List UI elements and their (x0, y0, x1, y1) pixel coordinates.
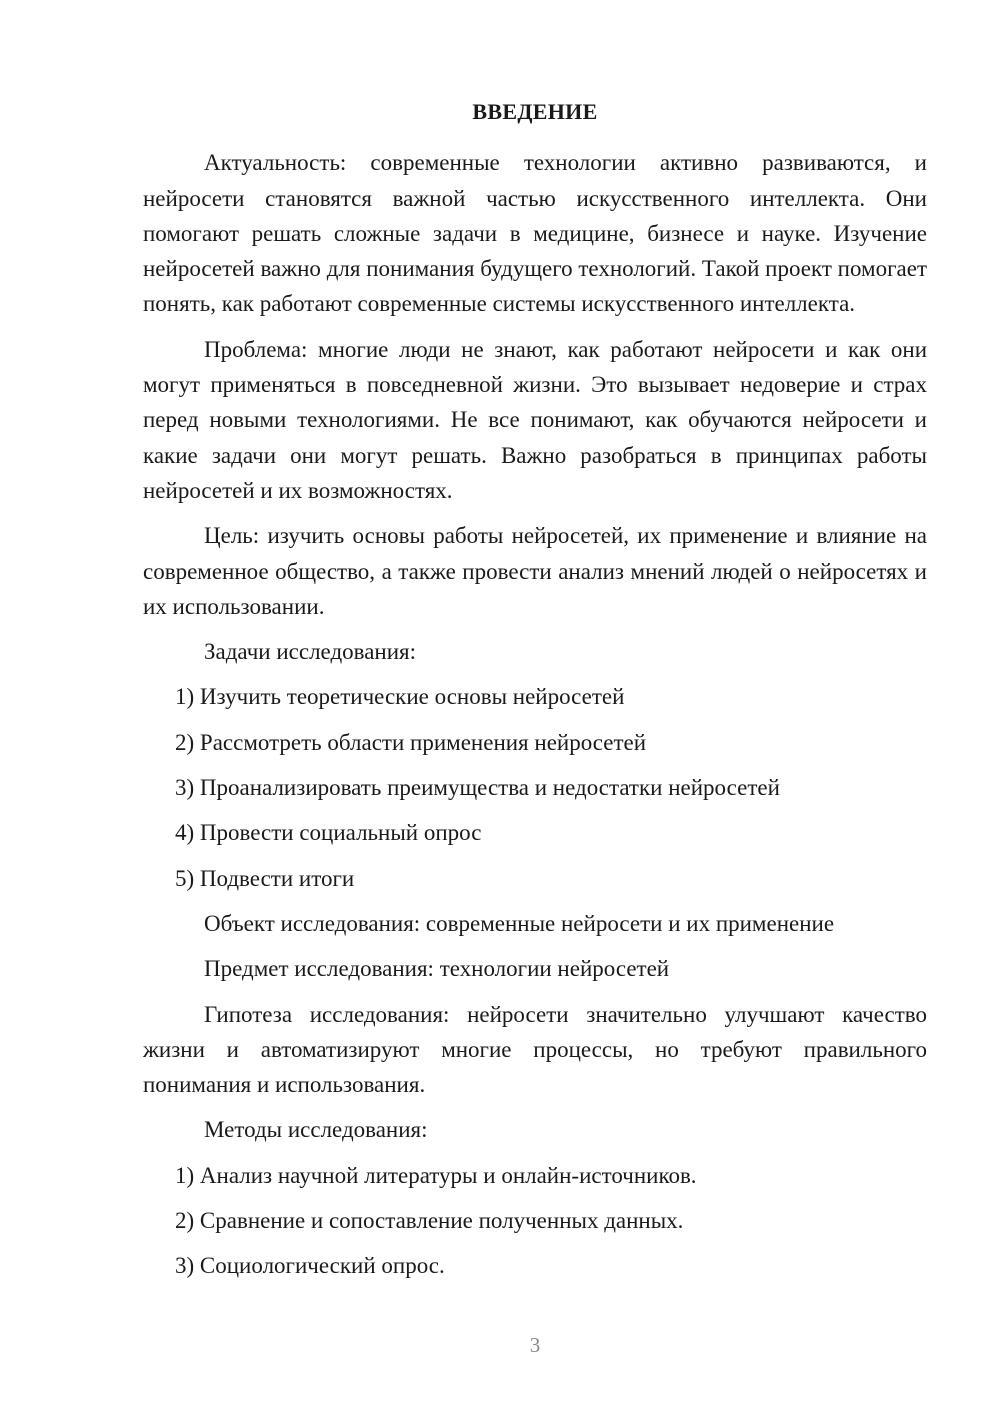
task-item: 4) Провести социальный опрос (175, 820, 482, 846)
problem-paragraph: Проблема: многие люди не знают, как работают нейросети и как они могут применяться в повседневной жизни. Это вызывает недоверие и страх перед новыми технологиями. Не все понимают, как обучаются нейросети и какие задачи они могут решать. Важно разобраться в принципах работы нейросетей и их возможностях. (143, 336, 927, 503)
task-item: 3) Проанализировать преимущества и недостатки нейросетей (175, 775, 780, 801)
relevance-paragraph: Актуальность: современные технологии активно развиваются, и нейросети становятся важной частью искусственного интеллекта. Они помогают решать сложные задачи в медицине, бизнесе и науке. Изучение нейросетей важно для понимания будущего технологий. Такой проект помогает понять, как работают современные системы искусственного интеллекта. (143, 150, 927, 317)
page-heading: ВВЕДЕНИЕ (472, 99, 598, 124)
hypothesis-paragraph: Гипотеза исследования: нейросети значительно улучшают качество жизни и автоматизируют многие процессы, но требуют правильного понимания и использования. (143, 1001, 927, 1098)
methods-label: Методы исследования: (204, 1117, 428, 1143)
method-item: 3) Социологический опрос. (175, 1253, 445, 1279)
subject-line: Предмет исследования: технологии нейросетей (204, 956, 670, 982)
task-item: 2) Рассмотреть области применения нейросетей (175, 729, 647, 755)
task-item: 5) Подвести итоги (175, 865, 355, 891)
page-number: 3 (529, 1333, 541, 1357)
object-line: Объект исследования: современные нейросети и их применение (204, 910, 835, 936)
goal-paragraph: Цель: изучить основы работы нейросетей, их применение и влияние на современное общество, а также провести анализ мнений людей о нейросетях и их использовании. (143, 523, 927, 619)
method-item: 2) Сравнение и сопоставление полученных данных. (175, 1208, 684, 1234)
page-content (143, 94, 927, 1294)
tasks-label: Задачи исследования: (204, 639, 417, 665)
task-item: 1) Изучить теоретические основы нейросетей (175, 684, 625, 710)
method-item: 1) Анализ научной литературы и онлайн-источников. (175, 1162, 697, 1188)
